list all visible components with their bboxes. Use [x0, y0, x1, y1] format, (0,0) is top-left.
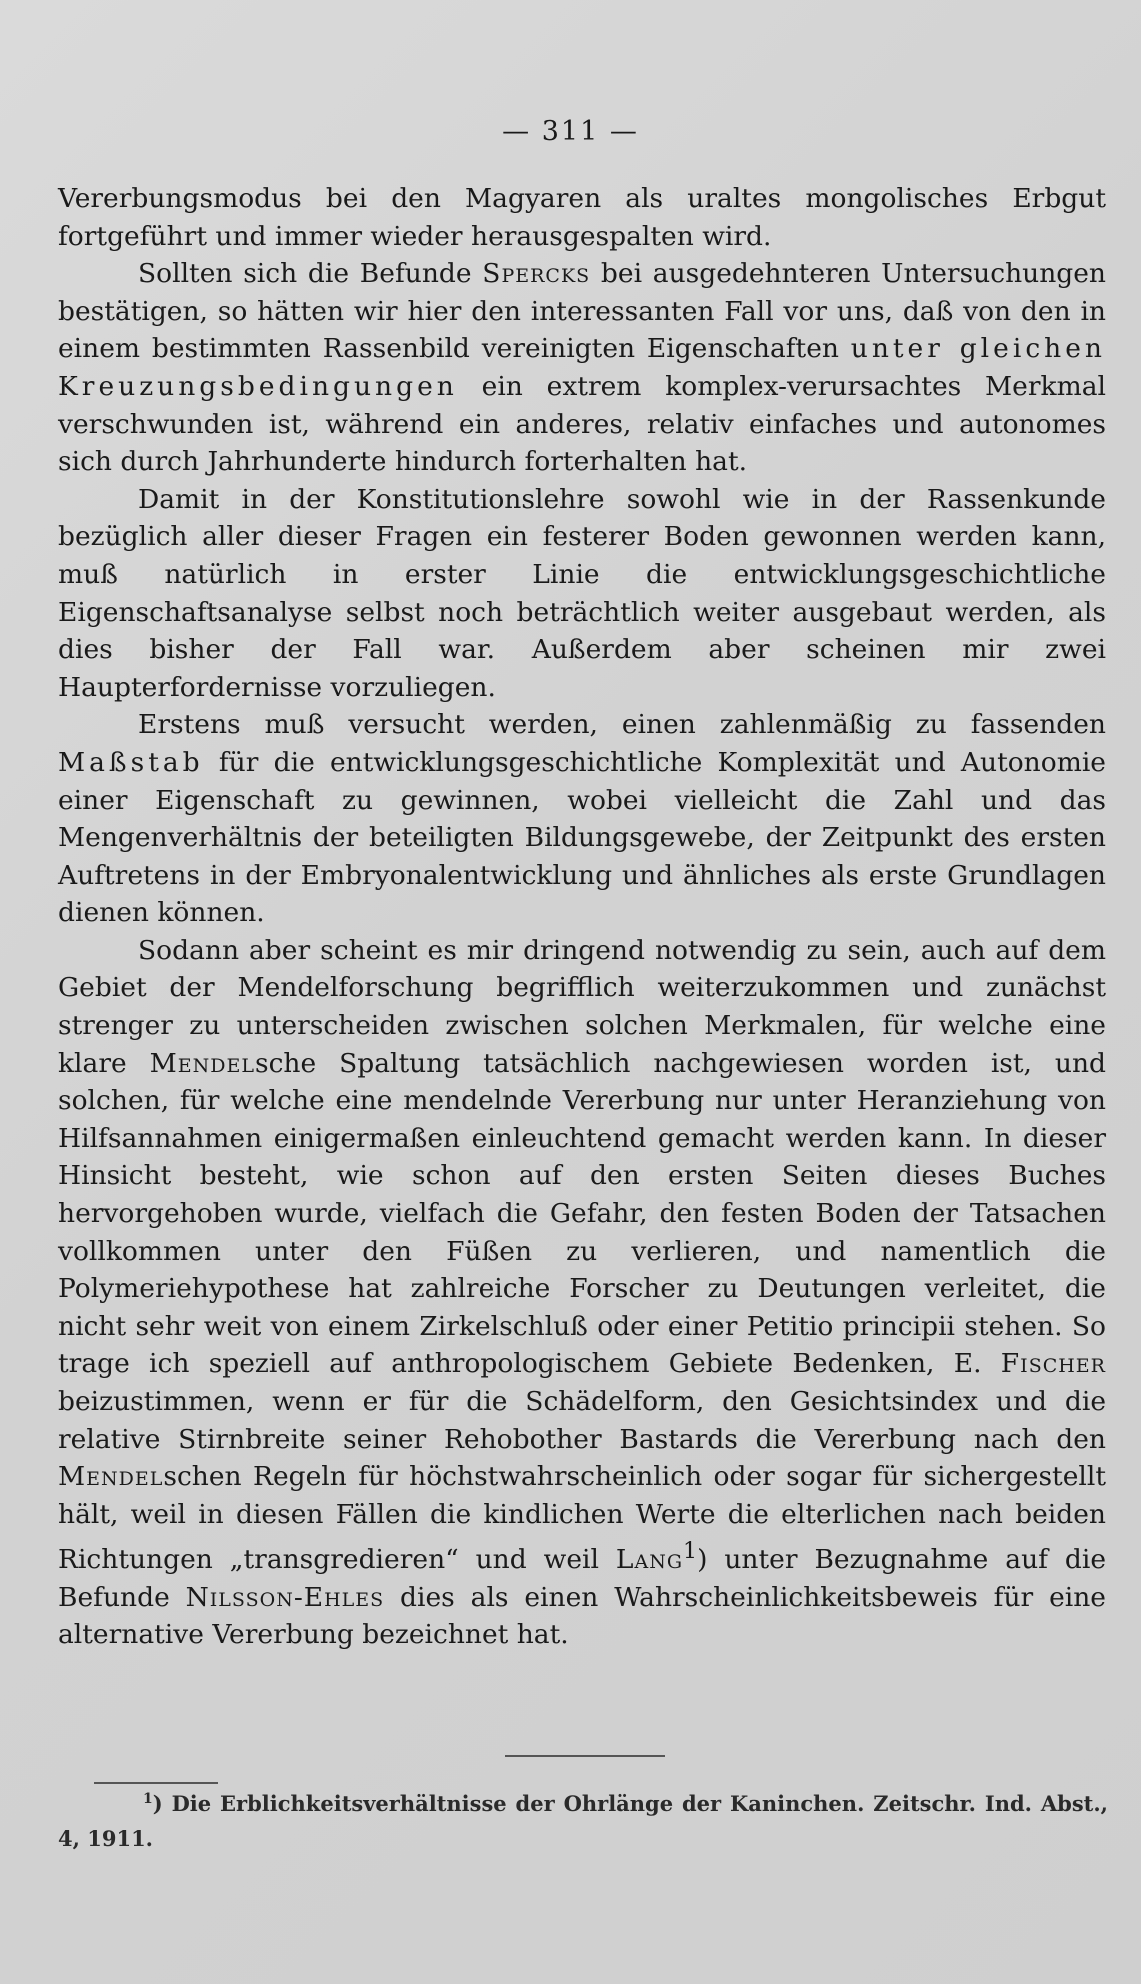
section-end-rule — [505, 1755, 665, 1757]
paragraph-1: Vererbungsmodus bei den Magyaren als uraltes mongolisches Erbgut fortgeführt und immer wieder herausgespalten wird. — [58, 183, 1106, 252]
text-span: dies als einen Wahrscheinlichkeitsbeweis für eine alternative Vererbung bezeichnet hat. — [58, 1581, 1106, 1651]
text-span: Erstens muß versucht werden, einen zahlenmäßig zu fassenden — [138, 709, 1106, 741]
paragraph-4 — [58, 706, 1106, 932]
author-name-fischer: Fischer — [1000, 1348, 1106, 1380]
text-span: ) unter Bezugnahme auf die Befunde — [58, 1544, 1107, 1613]
text-span: beizustimmen, wenn er für die Schädelform, den Gesichtsindex und die relative Stirnbreite seiner Rehobother Bastards die Vererbung nach den — [58, 1386, 1106, 1455]
footnote-text — [58, 1782, 1108, 1856]
emphasis-text: Maßstab — [58, 746, 204, 778]
author-name-mendel: Mendel — [58, 1461, 164, 1493]
footnote — [58, 1782, 1108, 1856]
body-text — [58, 180, 1106, 1654]
footnote-reference[interactable]: 1 — [683, 1539, 698, 1565]
paragraph-3: Damit in der Konstitutionslehre sowohl wie in der Rassenkunde bezüglich aller dieser Fragen ein festerer Boden gewonnen werden kann, muß natürlich in erster Linie die entwicklungsgeschichtliche Eigenschaftsanalyse selbst noch beträchtlich weiter ausgebaut werden, als dies bisher der Fall war. Außerdem aber scheinen mir zwei Haupterfordernisse vorzuliegen. — [58, 483, 1106, 703]
paragraph-5 — [58, 932, 1106, 1654]
author-name-lang: Lang — [615, 1544, 684, 1576]
author-name-nilsson-ehle: Nilsson-Ehles — [185, 1581, 385, 1613]
text-span: ein extrem komplex-verursachtes Merkmal verschwunden ist, während ein anderes, relativ einfaches und autonomes sich durch Jahrhunderte hindurch forterhalten hat. — [58, 370, 1106, 478]
text-span: bei ausgedehnteren Untersuchungen bestätigen, so hätten wir hier den interessanten Fall vor uns, daß von den in einem bestimmten Rassenbild vereinigten Eigenschaften — [58, 258, 1106, 365]
emphasis-text: unter gleichen Kreuzungsbedingungen — [58, 333, 1106, 402]
text-span: Sollten sich die Befunde — [138, 258, 483, 290]
footnote-body: ) Die Erblichkeitsverhältnisse der Ohrlänge der Kaninchen. Zeitschr. Ind. Abst., 4, 1911. — [58, 1791, 1108, 1851]
author-name-sperck: Spercks — [482, 258, 591, 290]
author-name-mendel: Mendel — [149, 1047, 255, 1079]
text-span: für die entwicklungsgeschichtliche Komplexität und Autonomie einer Eigenschaft zu gewinnen, wobei vielleicht die Zahl und das Mengenverhältnis der beteiligten Bildungsgewebe, der Zeitpunkt des ersten Auftretens in der Embryonalentwicklung und ähnliches als erste Grundlagen dienen können. — [58, 746, 1106, 929]
text-span: schen Regeln für höchstwahrscheinlich oder sogar für sichergestellt hält, weil in diesen Fällen die kindlichen Werte die elterlichen nach beiden Richtungen „transgredieren“ und weil — [58, 1461, 1106, 1576]
paragraph-2 — [58, 255, 1106, 481]
page-number: — 311 — — [502, 116, 639, 147]
text-span: Sodann aber scheint es mir dringend notwendig zu sein, auch auf dem Gebiet der Mendelforschung begrifflich weiterzukommen und zunächst strenger zu unterscheiden zwischen solchen Merkmalen, für welche eine klare — [58, 934, 1106, 1079]
text-span: sche Spaltung tatsächlich nachgewiesen worden ist, und solchen, für welche eine mendelnde Vererbung nur unter Heranziehung von Hilfsannahmen einigermaßen einleuchtend gemacht werden kann. In dieser Hinsicht besteht, wie schon auf den ersten Seiten dieses Buches hervorgehoben wurde, vielfach die Gefahr, den festen Boden der Tatsachen vollkommen unter den Füßen zu verlieren, und namentlich die Polymeriehypothese hat zahlreiche Forscher zu Deutungen verleitet, die nicht sehr weit von einem Zirkelschluß oder einer Petitio principii stehen. So trage ich speziell auf anthropologischem Gebiete Bedenken, E. — [58, 1047, 1106, 1380]
footnote-marker: 1 — [143, 1791, 153, 1807]
